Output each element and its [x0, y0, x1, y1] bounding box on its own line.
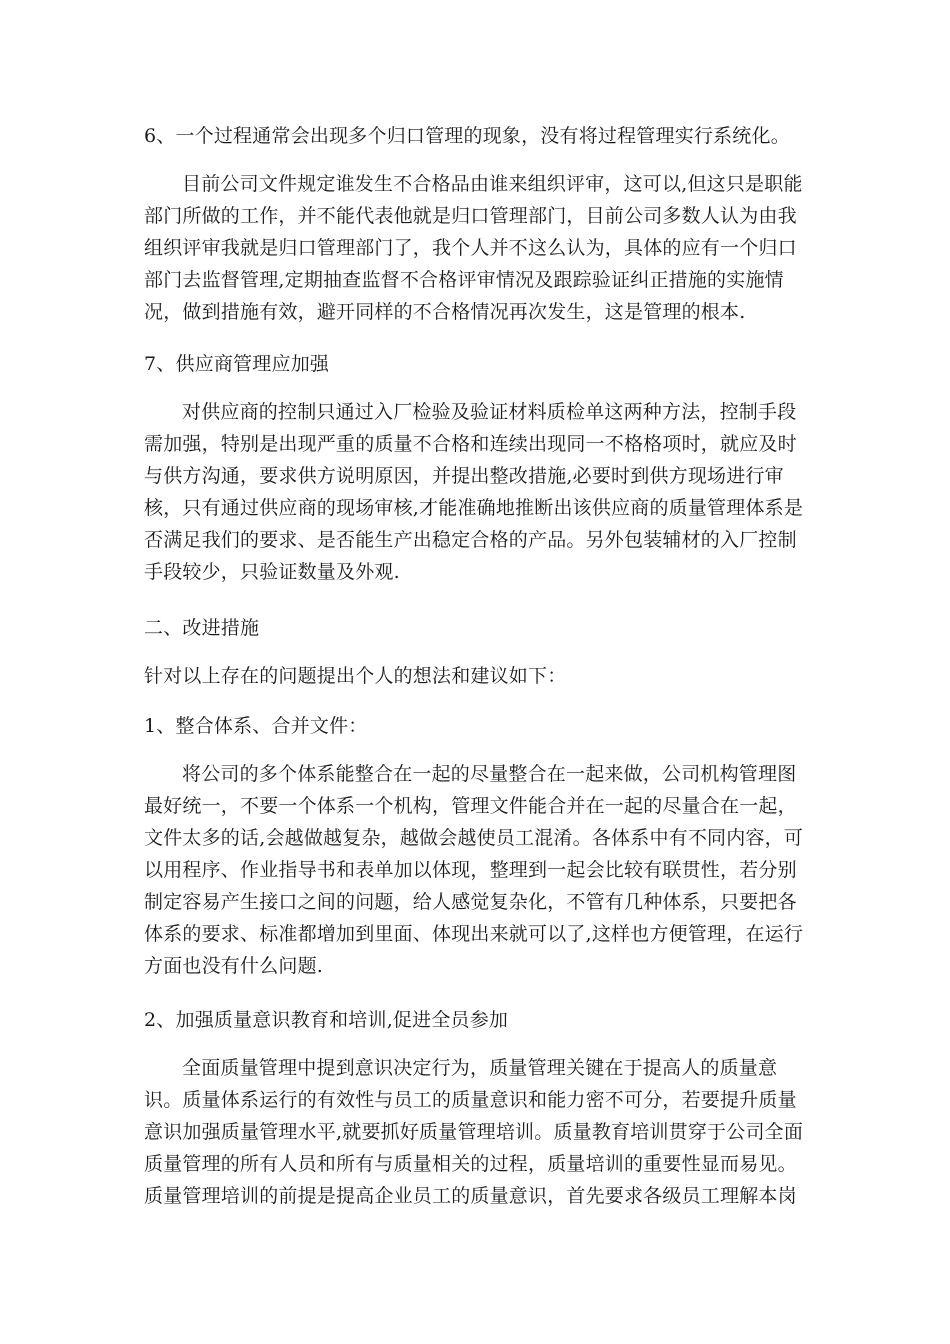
- paragraph-line: 意识加强质量管理水平,就要抓好质量管理培训。质量教育培训贯穿于公司全面: [144, 1121, 804, 1143]
- paragraph-line: 与供方沟通，要求供方说明原因，并提出整改措施,必要时到供方现场进行审: [144, 465, 784, 487]
- paragraph-line: 方面也没有什么问题.: [144, 955, 324, 977]
- item7-heading: [144, 348, 808, 380]
- section2-intro: [144, 660, 808, 692]
- paragraph-line: 需加强，特别是出现严重的质量不合格和连续出现同一不格格项时，就应及时: [144, 433, 797, 455]
- item6-paragraph: [144, 168, 808, 328]
- paragraph-line: 部门所做的工作，并不能代表他就是归口管理部门，目前公司多数人认为由我: [144, 205, 797, 227]
- paragraph-line: 核，只有通过供应商的现场审核,才能准确地推断出该供应商的质量管理体系是: [144, 497, 804, 519]
- heading-line: 2、加强质量意识教育和培训,促进全员参加: [144, 1009, 509, 1031]
- paragraph-line: 最好统一，不要一个体系一个机构，管理文件能合并在一起的尽量合在一起，: [144, 795, 797, 817]
- paragraph-line: 制定容易产生接口之间的问题，给人感觉复杂化，不管有几种体系，只要把各: [144, 891, 797, 913]
- paragraph-line: 否满足我们的要求、是否能生产出稳定合格的产品。另外包装辅材的入厂控制: [144, 529, 797, 551]
- heading-line: 二、改进措施: [144, 617, 260, 639]
- paragraph-line: 文件太多的话,会越做越复杂，越做会越使员工混淆。各体系中有不同内容，可: [144, 827, 804, 849]
- paragraph-line: 以用程序、作业指导书和表单加以体现，整理到一起会比较有联贯性，若分别: [144, 859, 797, 881]
- intro-line: 针对以上存在的问题提出个人的想法和建议如下：: [144, 665, 567, 687]
- paragraph-line: 将公司的多个体系能整合在一起的尽量整合在一起来做，公司机构管理图: [182, 763, 797, 785]
- measure2-paragraph: [144, 1052, 808, 1212]
- paragraph-line: 部门去监督管理,定期抽查监督不合格评审情况及跟踪验证纠正措施的实施情: [144, 269, 784, 291]
- paragraph-line: 体系的要求、标准都增加到里面、体现出来就可以了,这样也方便管理，在运行: [144, 923, 804, 945]
- paragraph-line: 全面质量管理中提到意识决定行为，质量管理关键在于提高人的质量意: [182, 1057, 778, 1079]
- item7-paragraph: [144, 396, 808, 588]
- item6-heading: [144, 120, 808, 152]
- measure1-paragraph: [144, 758, 808, 982]
- paragraph-line: 目前公司文件规定谁发生不合格品由谁来组织评审，这可以,但这只是职能: [182, 173, 803, 195]
- paragraph-line: 况，做到措施有效，避开同样的不合格情况再次发生，这是管理的根本.: [144, 301, 746, 323]
- paragraph-line: 对供应商的控制只通过入厂检验及验证材料质检单这两种方法，控制手段: [182, 401, 797, 423]
- measure2-heading: [144, 1004, 808, 1036]
- paragraph-line: 质量管理培训的前提是提高企业员工的质量意识，首先要求各级员工理解本岗: [144, 1185, 797, 1207]
- heading-line: 1、整合体系、合并文件：: [144, 715, 368, 737]
- paragraph-line: 质量管理的所有人员和所有与质量相关的过程，质量培训的重要性显而易见。: [144, 1153, 797, 1175]
- paragraph-line: 组织评审我就是归口管理部门了，我个人并不这么认为，具体的应有一个归口: [144, 237, 797, 259]
- paragraph-line: 手段较少，只验证数量及外观.: [144, 561, 400, 583]
- heading-line: 7、供应商管理应加强: [144, 353, 330, 375]
- paragraph-line: 识。质量体系运行的有效性与员工的质量意识和能力密不可分，若要提升质量: [144, 1089, 797, 1111]
- measure1-heading: [144, 710, 808, 742]
- section2-heading: [144, 612, 808, 644]
- heading-line: 6、一个过程通常会出现多个归口管理的现象，没有将过程管理实行系统化。: [144, 125, 790, 147]
